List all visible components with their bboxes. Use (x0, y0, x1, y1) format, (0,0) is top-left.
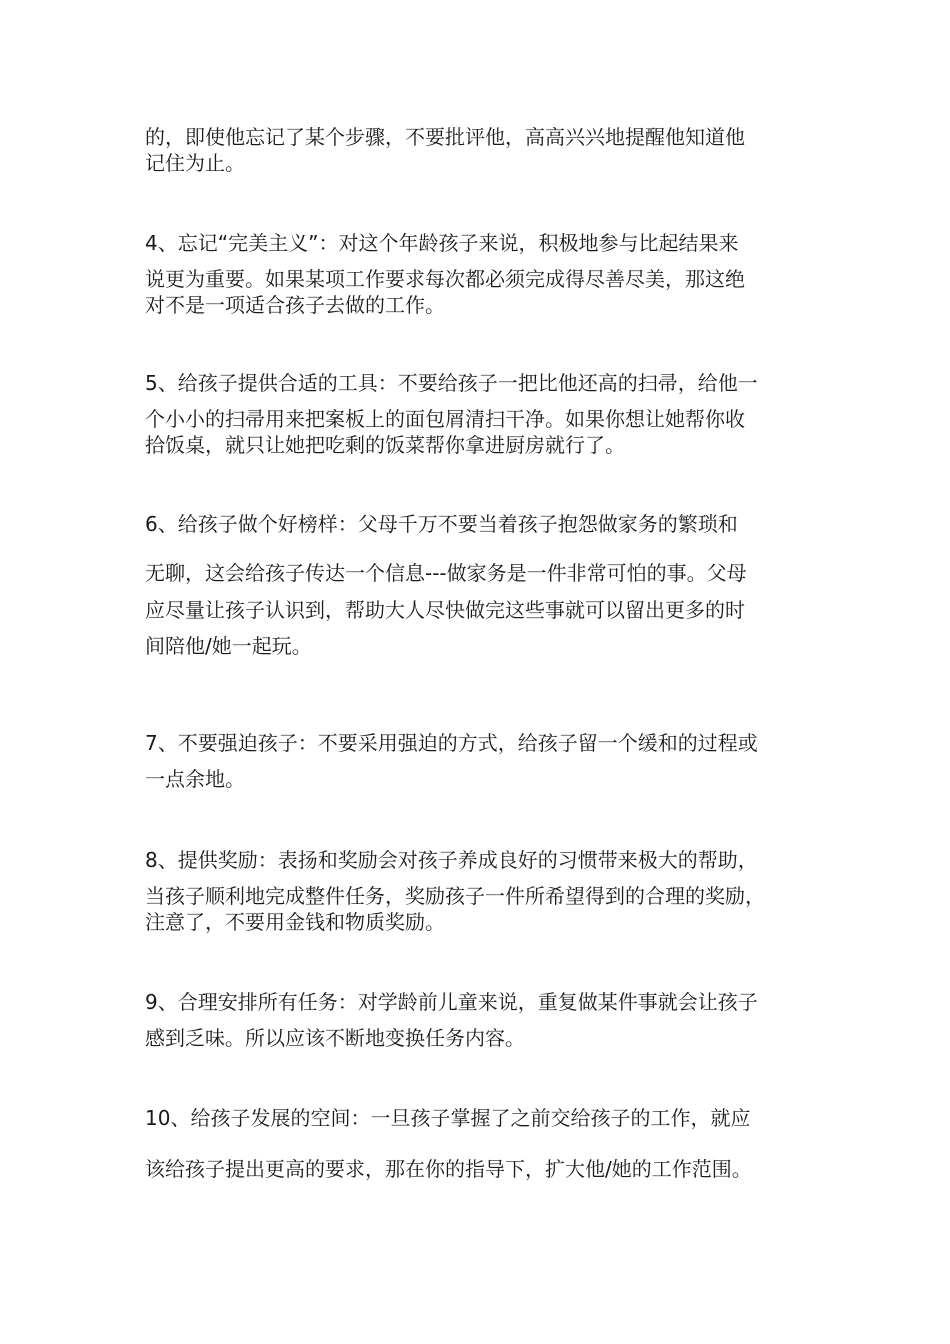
paragraph-item-7 (145, 730, 825, 792)
text-line: 间陪他/她一起玩。 (145, 634, 312, 658)
text-line: 6、给孩子做个好榜样：父母千万不要当着孩子抱怨做家务的繁琐和 (145, 512, 738, 536)
paragraph-item-4 (145, 230, 825, 318)
text-line: 记住为止。 (145, 151, 245, 175)
text-line: 感到乏味。所以应该不断地变换任务内容。 (145, 1026, 525, 1050)
text-line: 无聊，这会给孩子传达一个信息---做家务是一件非常可怕的事。父母 (145, 561, 747, 585)
text-line: 该给孩子提出更高的要求，那在你的指导下，扩大他/她的工作范围。 (145, 1157, 752, 1181)
paragraph-item-5 (145, 370, 825, 458)
text-line: 说更为重要。如果某项工作要求每次都必须完成得尽善尽美，那这绝 (145, 267, 745, 291)
paragraph-item-6 (145, 511, 825, 659)
paragraph-item-9 (145, 989, 825, 1051)
paragraph-item-10 (145, 1105, 825, 1182)
text-line: 拾饭桌，就只让她把吃剩的饭菜帮你拿进厨房就行了。 (145, 433, 625, 457)
text-line: 10、给孩子发展的空间：一旦孩子掌握了之前交给孩子的工作，就应 (145, 1106, 751, 1130)
text-line: 9、合理安排所有任务：对学龄前儿童来说，重复做某件事就会让孩子 (145, 990, 758, 1014)
text-line: 7、不要强迫孩子：不要采用强迫的方式，给孩子留一个缓和的过程或 (145, 731, 758, 755)
paragraph-item-8 (145, 847, 825, 935)
text-line: 4、忘记“完美主义”：对这个年龄孩子来说，积极地参与比起结果来 (145, 231, 739, 255)
text-line: 当孩子顺利地完成整件任务，奖励孩子一件所希望得到的合理的奖励， (145, 884, 765, 908)
text-line: 5、给孩子提供合适的工具：不要给孩子一把比他还高的扫帚，给他一 (145, 371, 758, 395)
text-line: 一点余地。 (145, 767, 245, 791)
text-line: 应尽量让孩子认识到，帮助大人尽快做完这些事就可以留出更多的时 (145, 598, 745, 622)
text-line: 的，即使他忘记了某个步骤，不要批评他，高高兴兴地提醒他知道他 (145, 125, 745, 149)
text-line: 注意了，不要用金钱和物质奖励。 (145, 910, 445, 934)
text-line: 个小小的扫帚用来把案板上的面包屑清扫干净。如果你想让她帮你收 (145, 407, 745, 431)
paragraph-continuation (145, 124, 825, 176)
text-line: 8、提供奖励：表扬和奖励会对孩子养成良好的习惯带来极大的帮助， (145, 848, 758, 872)
text-line: 对不是一项适合孩子去做的工作。 (145, 293, 445, 317)
